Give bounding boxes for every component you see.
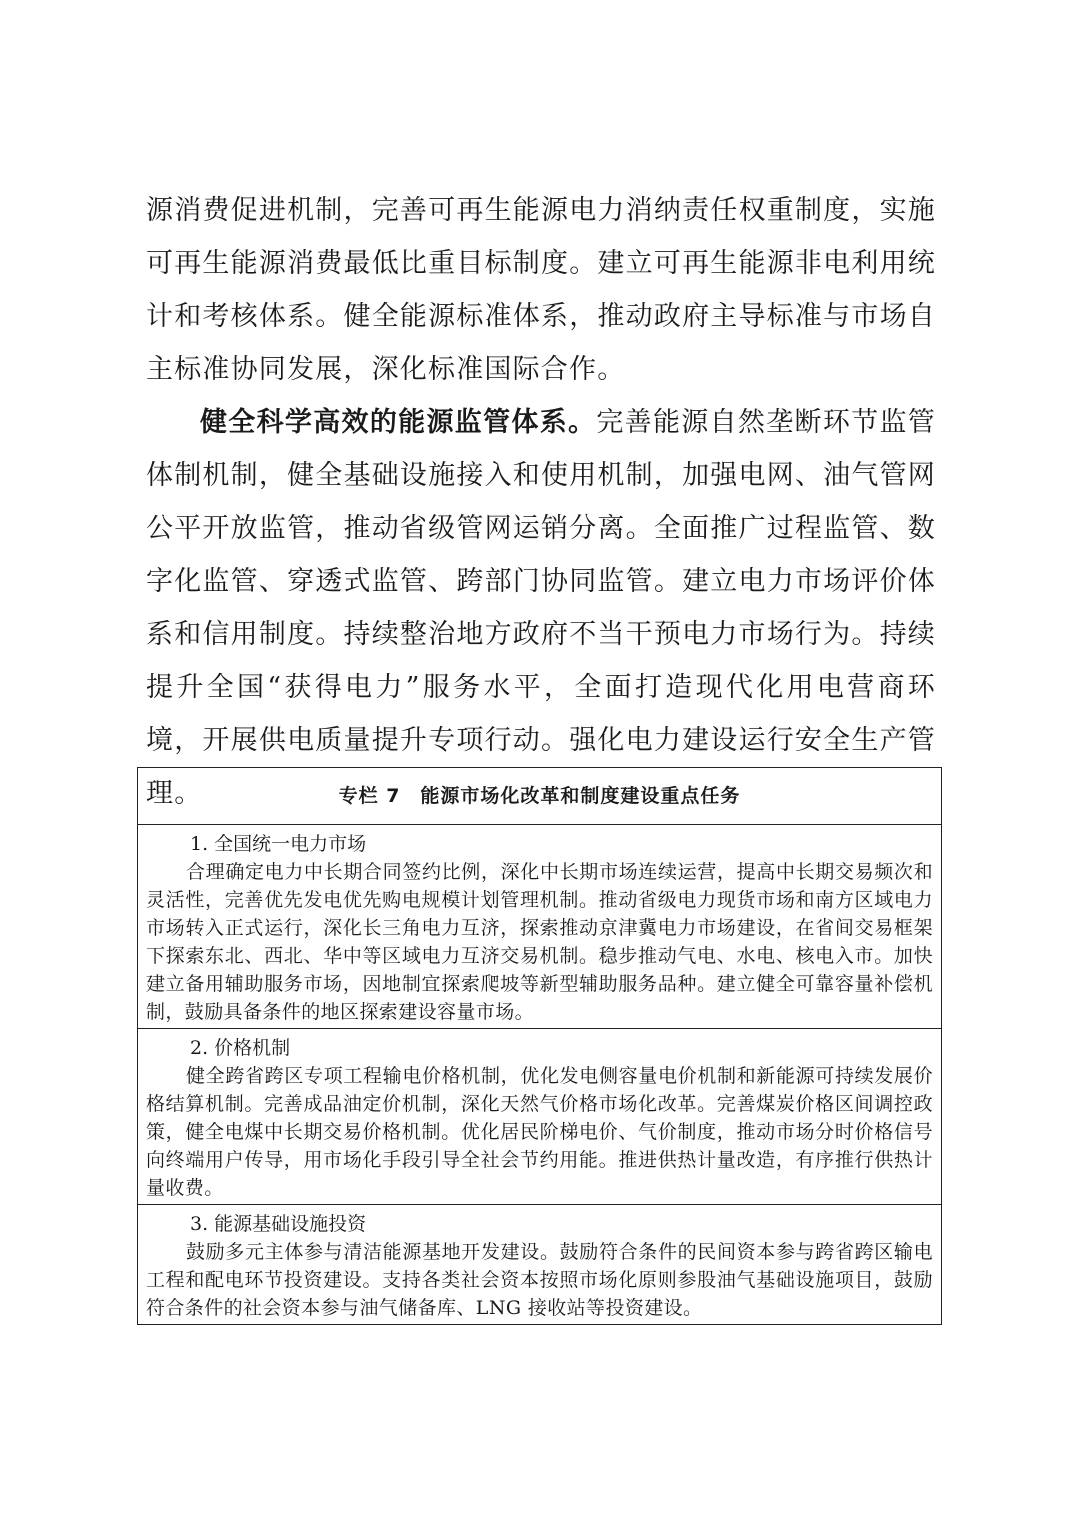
box-section-electricity-market (138, 825, 941, 1029)
section-body: 健全跨省跨区专项工程输电价格机制，优化发电侧容量电价机制和新能源可持续发展价格结算机制。完善成品油定价机制，深化天然气价格市场化改革。完善煤炭价格区间调控政策，健全电煤中长期交易价格机制。优化居民阶梯电价、气价制度，推动市场分时价格信号向终端用户传导，用市场化手段引导全社会节约用能。推进供热计量改造，有序推行供热计量收费。 (146, 1065, 933, 1199)
section-heading: 2. 价格机制 (190, 1037, 291, 1059)
paragraph-2-lead: 健全科学高效的能源监管体系。 (200, 407, 597, 438)
paragraph-2-text: 完善能源自然垄断环节监管体制机制，健全基础设施接入和使用机制，加强电网、油气管网公平开放监管，推动省级管网运销分离。全面推广过程监管、数字化监管、穿透式监管、跨部门协同监管。建立电力市场评价体系和信用制度。持续整治地方政府不当干预电力市场行为。持续提升全国“获得电力”服务水平，全面打造现代化用电营商环境，开展供电质量提升专项行动。强化电力建设运行安全生产管理。 (146, 407, 936, 809)
body-text (146, 184, 936, 820)
column-box-title: 专栏 7 能源市场化改革和制度建设重点任务 (138, 768, 941, 825)
box-section-infrastructure-investment (138, 1205, 941, 1324)
section-heading: 1. 全国统一电力市场 (190, 833, 367, 855)
section-body: 合理确定电力中长期合同签约比例，深化中长期市场连续运营，提高中长期交易频次和灵活性，完善优先发电优先购电规模计划管理机制。推动省级电力现货市场和南方区域电力市场转入正式运行，深化长三角电力互济，探索推动京津冀电力市场建设，在省间交易框架下探索东北、西北、华中等区域电力互济交易机制。稳步推动气电、水电、核电入市。加快建立备用辅助服务市场，因地制宜探索爬坡等新型辅助服务品种。建立健全可靠容量补偿机制，鼓励具备条件的地区探索建设容量市场。 (146, 861, 933, 1023)
column-box (137, 767, 942, 1325)
paragraph-2 (146, 396, 936, 820)
section-heading: 3. 能源基础设施投资 (190, 1213, 367, 1235)
section-body: 鼓励多元主体参与清洁能源基地开发建设。鼓励符合条件的民间资本参与跨省跨区输电工程和配电环节投资建设。支持各类社会资本按照市场化原则参股油气基础设施项目，鼓励符合条件的社会资本参与油气储备库、LNG 接收站等投资建设。 (146, 1241, 933, 1319)
box-section-price-mechanism (138, 1029, 941, 1205)
paragraph-1 (146, 184, 936, 396)
paragraph-1-text: 源消费促进机制，完善可再生能源电力消纳责任权重制度，实施可再生能源消费最低比重目标制度。建立可再生能源非电利用统计和考核体系。健全能源标准体系，推动政府主导标准与市场自主标准协同发展，深化标准国际合作。 (146, 195, 936, 385)
